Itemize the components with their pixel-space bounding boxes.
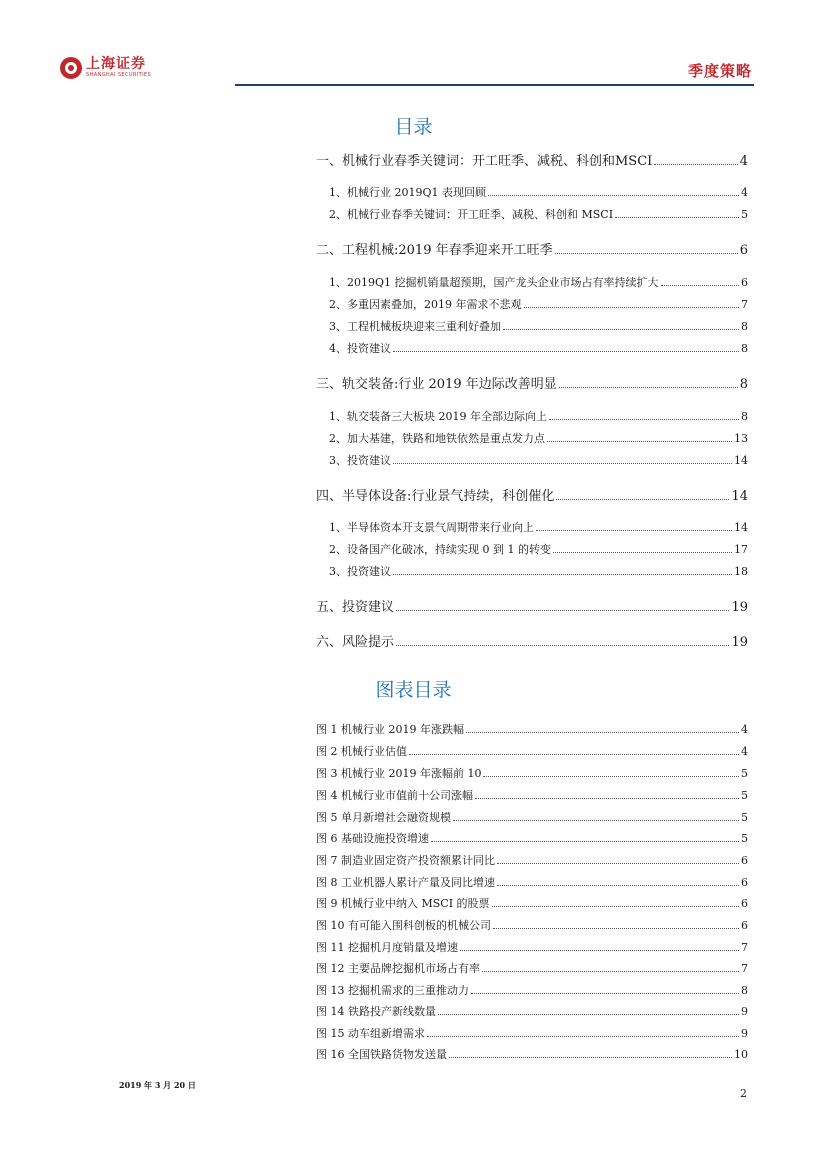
figure-entry-label: 图 1 机械行业 2019 年涨跌幅 [316, 723, 464, 736]
toc-entry-level2[interactable] [329, 184, 748, 200]
dot-leader [553, 551, 732, 553]
dot-leader [449, 1056, 732, 1058]
dot-leader [483, 775, 739, 777]
dot-leader [466, 731, 739, 733]
figure-entry-label: 图 7 制造业固定资产投资额累计同比 [316, 854, 495, 867]
figure-entry-label: 图 5 单月新增社会融资规模 [316, 811, 451, 824]
toc-entry-level2[interactable] [329, 541, 748, 557]
toc-entry-label: 2、加大基建，铁路和地铁依然是重点发力点 [329, 432, 545, 445]
figure-entry-label: 图 3 机械行业 2019 年涨幅前 10 [316, 767, 482, 780]
toc-entry-page: 8 [741, 342, 748, 355]
toc-entry-page: 8 [741, 320, 748, 333]
toc-entry-level2[interactable] [329, 274, 748, 290]
dot-leader [471, 992, 739, 994]
toc-entry-page: 6 [741, 276, 748, 289]
figure-entry[interactable] [316, 787, 748, 803]
toc-entry-label: 四、半导体设备:行业景气持续，科创催化 [316, 489, 555, 504]
dot-leader [536, 529, 732, 531]
figure-entry-page: 10 [734, 1048, 748, 1061]
figure-entry-page: 6 [741, 919, 748, 932]
figure-entry-page: 9 [741, 1005, 748, 1018]
toc-entry-page: 6 [739, 243, 748, 258]
figure-entry[interactable] [316, 939, 748, 955]
toc-entry-level2[interactable] [329, 408, 748, 424]
figure-entry[interactable] [316, 809, 748, 825]
toc-entry-label: 1、半导体资本开支景气周期带来行业向上 [329, 521, 534, 534]
toc-entry-level1[interactable] [316, 150, 748, 169]
figure-entry[interactable] [316, 743, 748, 759]
dot-leader [409, 753, 739, 755]
figure-entry-label: 图 13 挖掘机需求的三重推动力 [316, 984, 469, 997]
dot-leader [654, 163, 737, 165]
dot-leader [427, 1035, 739, 1037]
figure-entry-page: 5 [741, 767, 748, 780]
toc-entry-page: 5 [741, 208, 748, 221]
toc-entry-level2[interactable] [329, 563, 748, 579]
figure-entry[interactable] [316, 917, 748, 933]
figure-entry-label: 图 2 机械行业估值 [316, 745, 407, 758]
dot-leader [559, 386, 738, 388]
toc-entry-page: 18 [734, 565, 748, 578]
figure-entry-page: 4 [741, 745, 748, 758]
toc-entry-page: 4 [739, 154, 748, 169]
figure-entry[interactable] [316, 830, 748, 846]
figure-entry-label: 图 12 主要品牌挖掘机市场占有率 [316, 962, 480, 975]
toc-entry-label: 4、投资建议 [329, 342, 391, 355]
toc-entry-page: 4 [741, 186, 748, 199]
dot-leader [396, 609, 729, 611]
figure-entry[interactable] [316, 1046, 748, 1062]
toc-entry-label: 3、工程机械板块迎来三重利好叠加 [329, 320, 501, 333]
dot-leader [438, 1013, 739, 1015]
dot-leader [492, 905, 739, 907]
figure-entry[interactable] [316, 721, 748, 737]
toc-entry-level1[interactable] [316, 631, 748, 650]
dot-leader [393, 462, 732, 464]
logo-english-name: SHANGHAI SECURITIES [86, 72, 152, 78]
toc-entry-label: 二、工程机械:2019 年春季迎来开工旺季 [316, 243, 553, 258]
dot-leader [460, 949, 739, 951]
toc-entry-label: 2、多重因素叠加，2019 年需求不悲观 [329, 298, 522, 311]
toc-entry-label: 3、投资建议 [329, 565, 391, 578]
dot-leader [503, 328, 739, 330]
figure-list-title: 图表目录 [375, 679, 452, 701]
toc-entry-label: 三、轨交装备:行业 2019 年边际改善明显 [316, 377, 557, 392]
figure-entry[interactable] [316, 1003, 748, 1019]
figure-entry-label: 图 4 机械行业市值前十公司涨幅 [316, 789, 473, 802]
figure-entry-page: 7 [741, 941, 748, 954]
toc-entry-label: 1、2019Q1 挖掘机销量超预期，国产龙头企业市场占有率持续扩大 [329, 276, 659, 289]
figure-entry-label: 图 15 动车组新增需求 [316, 1027, 425, 1040]
figure-entry[interactable] [316, 874, 748, 890]
toc-entry-page: 7 [741, 298, 748, 311]
figure-entry-page: 6 [741, 854, 748, 867]
figure-entry-page: 5 [741, 789, 748, 802]
toc-entry-level2[interactable] [329, 340, 748, 356]
toc-entry-page: 8 [739, 377, 748, 392]
toc-entry-label: 1、轨交装备三大板块 2019 年全部边际向上 [329, 410, 547, 423]
dot-leader [488, 194, 739, 196]
toc-entry-page: 8 [741, 410, 748, 423]
toc-entry-page: 14 [734, 521, 748, 534]
figure-entry[interactable] [316, 852, 748, 868]
toc-entry-label: 六、风险提示 [316, 635, 395, 650]
page-header [60, 54, 754, 88]
figure-entry-page: 4 [741, 723, 748, 736]
header-divider [235, 84, 754, 86]
dot-leader [453, 819, 739, 821]
dot-leader [556, 498, 729, 500]
figure-entry-label: 图 16 全国铁路货物发送量 [316, 1048, 447, 1061]
toc-entry-page: 19 [731, 635, 748, 650]
toc-entry-level2[interactable] [329, 206, 748, 222]
report-date: 2019 年 3 月 20 日 [119, 1080, 196, 1090]
dot-leader [482, 970, 739, 972]
toc-entry-level1[interactable] [316, 239, 748, 258]
toc-entry-page: 19 [731, 600, 748, 615]
dot-leader [431, 840, 739, 842]
report-type: 季度策略 [687, 62, 752, 80]
figure-entry[interactable] [316, 982, 748, 998]
toc-entry-page: 14 [734, 454, 748, 467]
toc-entry-label: 2、机械行业春季关键词：开工旺季、减税、科创和 MSCI [329, 208, 614, 221]
figure-entry[interactable] [316, 765, 748, 781]
toc-entry-level1[interactable] [316, 373, 748, 392]
toc-entry-level1[interactable] [316, 485, 748, 504]
figure-entry-page: 7 [741, 962, 748, 975]
figure-entry[interactable] [316, 1025, 748, 1041]
dot-leader [493, 927, 739, 929]
toc-title: 目录 [394, 116, 433, 138]
figure-entry-label: 图 10 有可能入围科创板的机械公司 [316, 919, 491, 932]
toc-entry-level2[interactable] [329, 452, 748, 468]
toc-entry-level2[interactable] [329, 519, 748, 535]
logo-emblem-icon [60, 57, 82, 79]
dot-leader [396, 644, 729, 646]
toc-entry-label: 1、机械行业 2019Q1 表现回顾 [329, 186, 487, 199]
company-logo [60, 56, 151, 79]
dot-leader [661, 284, 739, 286]
dot-leader [615, 216, 739, 218]
toc-entry-label: 2、设备国产化破冰，持续实现 0 到 1 的转变 [329, 543, 551, 556]
toc-entry-label: 一、机械行业春季关键词：开工旺季、减税、科创和MSCI [316, 154, 653, 169]
toc-entry-label: 3、投资建议 [329, 454, 391, 467]
toc-entry-level2[interactable] [329, 318, 748, 334]
figure-entry-page: 5 [741, 832, 748, 845]
figure-entry-label: 图 9 机械行业中纳入 MSCI 的股票 [316, 897, 490, 910]
toc-entry-level1[interactable] [316, 596, 748, 615]
figure-entry[interactable] [316, 960, 748, 976]
figure-entry-label: 图 11 挖掘机月度销量及增速 [316, 941, 458, 954]
dot-leader [497, 862, 739, 864]
dot-leader [393, 573, 732, 575]
figure-entry[interactable] [316, 895, 748, 911]
figure-entry-page: 9 [741, 1027, 748, 1040]
figure-entry-page: 5 [741, 811, 748, 824]
toc-entry-label: 五、投资建议 [316, 600, 395, 615]
figure-entry-page: 6 [741, 897, 748, 910]
dot-leader [555, 252, 738, 254]
toc-entry-page: 13 [734, 432, 748, 445]
figure-entry-label: 图 6 基础设施投资增速 [316, 832, 429, 845]
dot-leader [497, 884, 739, 886]
figure-entry-label: 图 8 工业机器人累计产量及同比增速 [316, 876, 495, 889]
dot-leader [524, 306, 740, 308]
figure-entry-page: 8 [741, 984, 748, 997]
page-number: 2 [740, 1087, 747, 1100]
toc-entry-page: 17 [734, 543, 748, 556]
dot-leader [475, 797, 739, 799]
toc-entry-page: 14 [731, 489, 748, 504]
toc-entry-level2[interactable] [329, 296, 748, 312]
dot-leader [547, 440, 732, 442]
logo-chinese-name: 上海证券 [86, 56, 146, 72]
figure-entry-label: 图 14 铁路投产新线数量 [316, 1005, 436, 1018]
dot-leader [549, 418, 739, 420]
dot-leader [393, 350, 739, 352]
toc-entry-level2[interactable] [329, 430, 748, 446]
figure-entry-page: 6 [741, 876, 748, 889]
